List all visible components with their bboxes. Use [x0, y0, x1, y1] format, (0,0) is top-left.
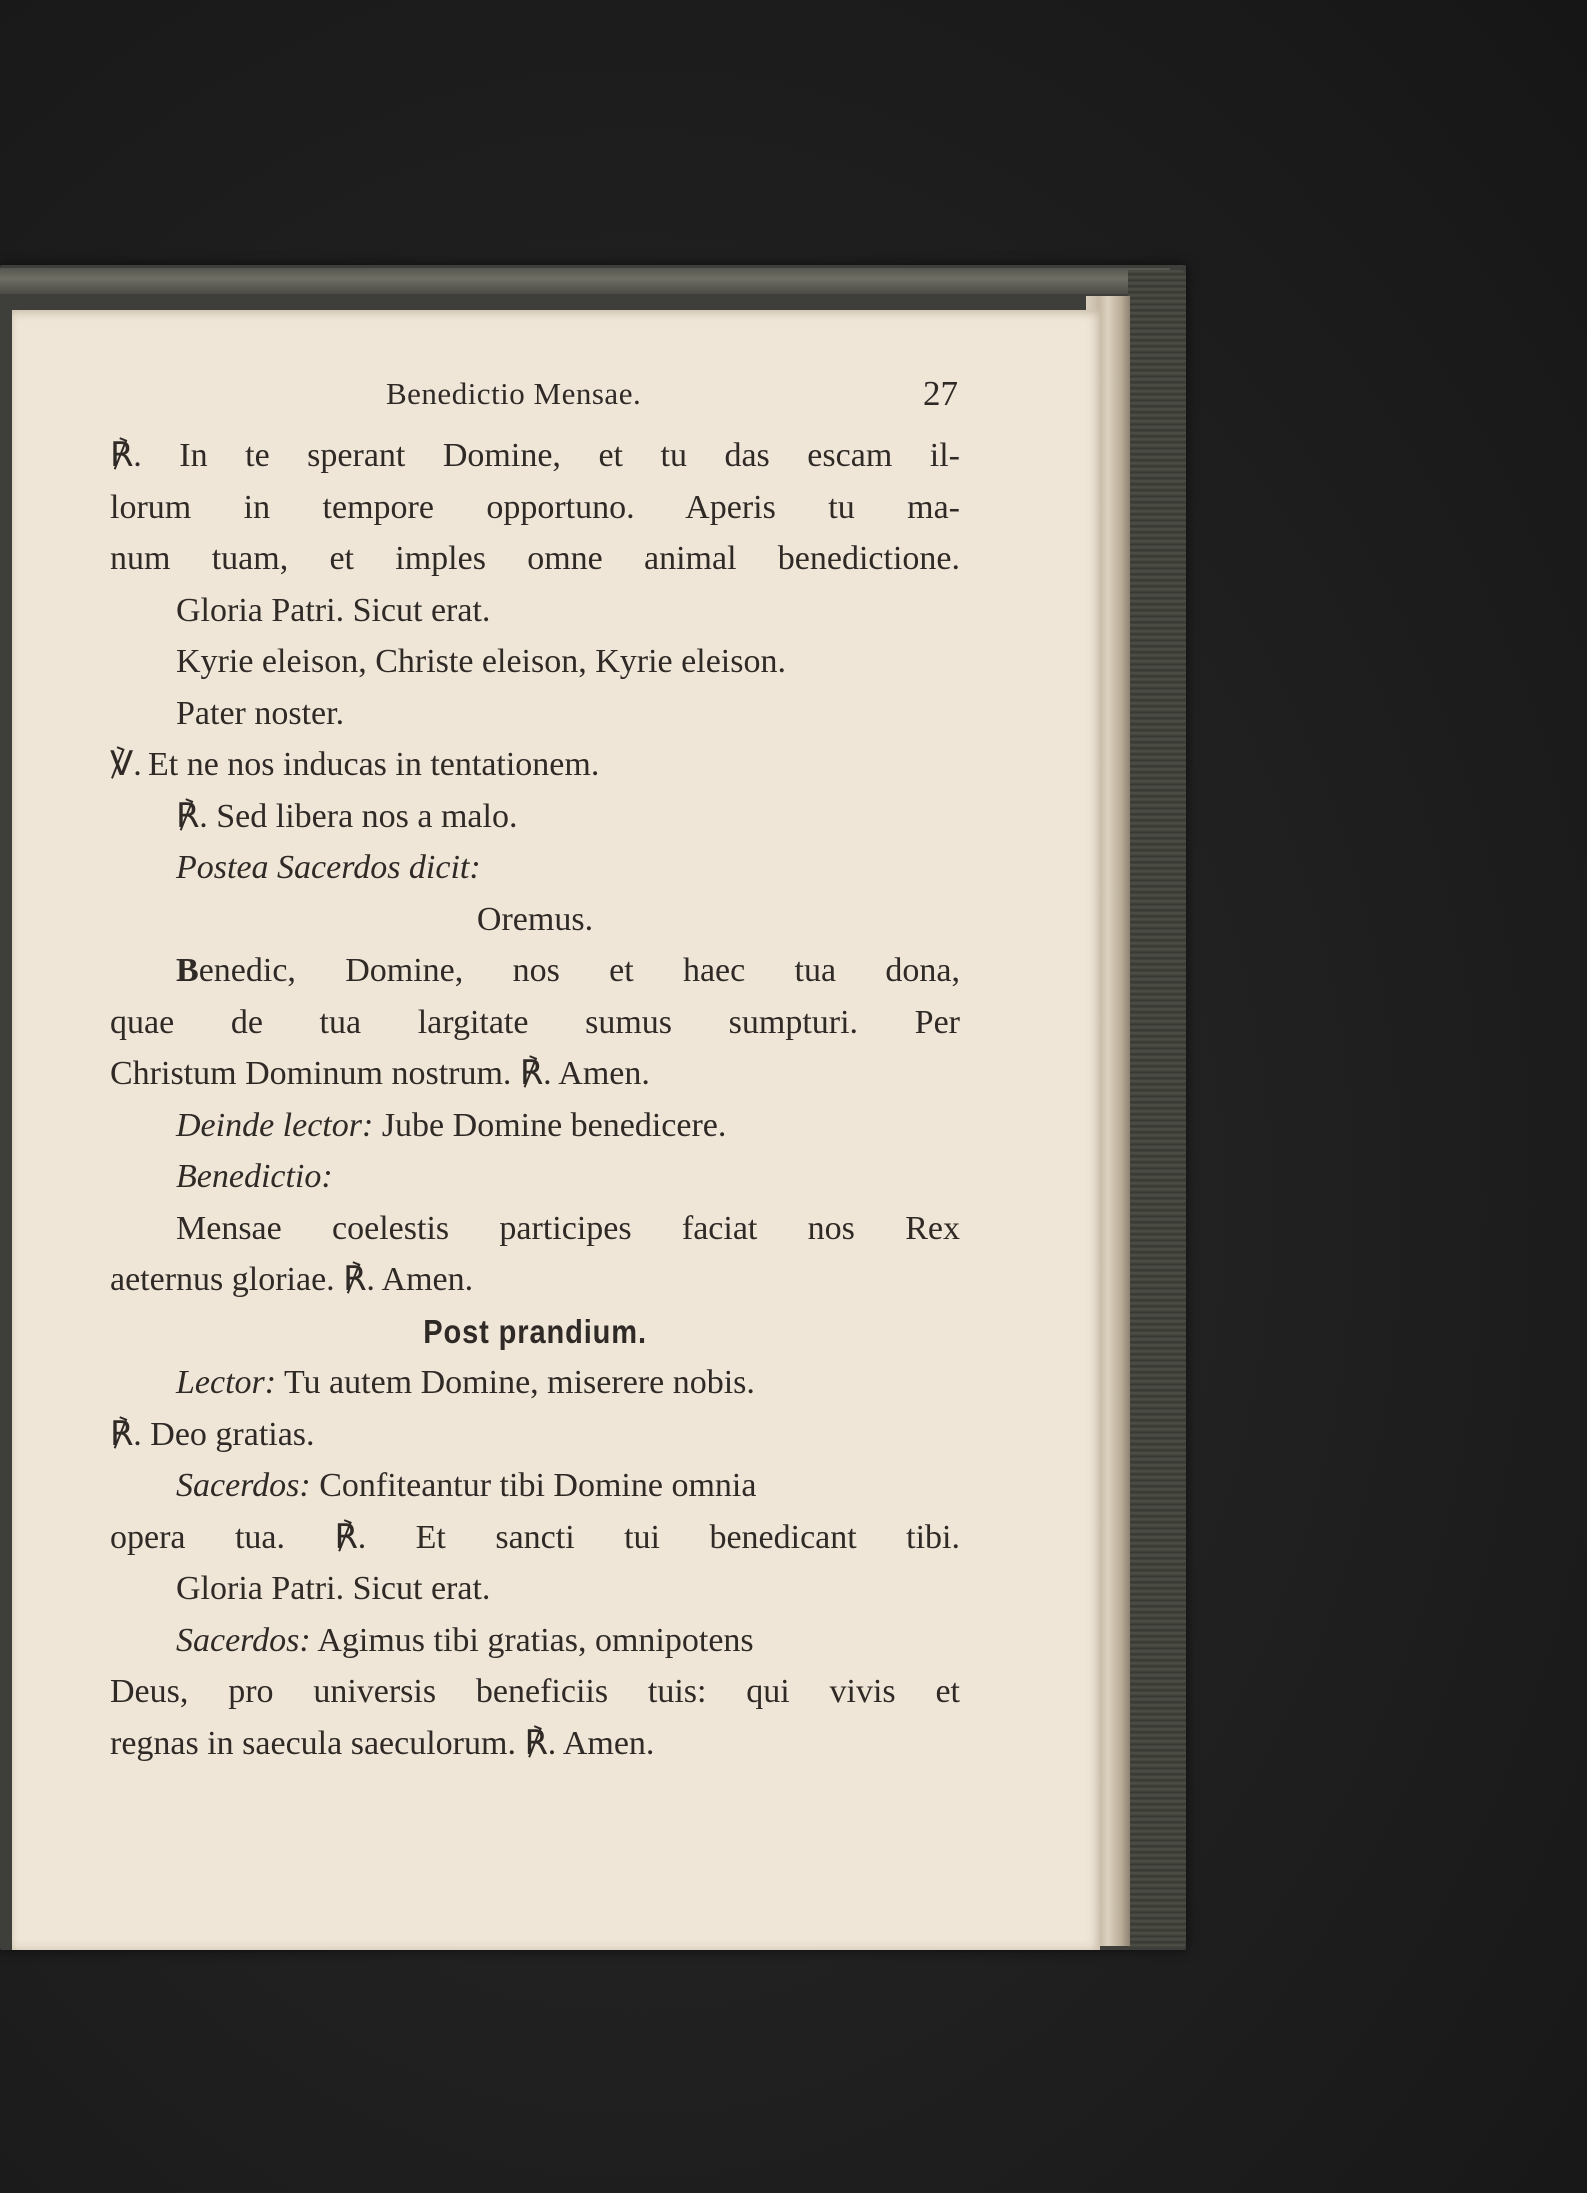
text-span: Confiteantur tibi Domine omnia [319, 1467, 757, 1504]
initial-letter: B [176, 952, 199, 989]
text-line: Gloria Patri. Sicut erat. [176, 1570, 491, 1607]
text-line: ℟. In te sperant Domine, et tu das escam il- [110, 437, 960, 474]
text-line: aeternus gloriae. ℟. Amen. [110, 1261, 474, 1298]
page-header [110, 374, 960, 430]
book-cover-top-edge [0, 268, 1170, 294]
book-page [12, 310, 1100, 1950]
text-line: Kyrie eleison, Christe eleison, Kyrie eleison. [176, 643, 786, 680]
rubric-span: Lector: [176, 1364, 277, 1401]
text-line: Deus, pro universis beneficiis tuis: qui vivis et [110, 1673, 960, 1710]
page-number: 27 [923, 374, 958, 413]
text-line: regnas in saecula saeculorum. ℟. Amen. [110, 1724, 655, 1762]
text-line: Oremus. [476, 900, 594, 938]
text-line: Christum Dominum nostrum. ℟. Amen. [110, 1055, 650, 1092]
text-span: Jube Domine benedicere. [381, 1106, 727, 1144]
text-line [110, 945, 960, 997]
page-text [110, 374, 960, 1769]
text-line: ℟. Deo gratias. [110, 1415, 315, 1453]
rubric-line: Benedictio: [176, 1158, 333, 1195]
text-line: Gloria Patri. Sicut erat. [176, 591, 491, 629]
versicle-mark: ℣. [110, 746, 142, 783]
text-line [110, 1460, 960, 1512]
text-span: Et ne nos inducas in tentationem. [148, 746, 600, 783]
text-line: quae de tua largitate sumus sumpturi. Per [110, 1003, 960, 1041]
text-line: num tuam, et imples omne animal benedictione. [110, 540, 960, 577]
text-span: Tu autem Domine, miserere nobis. [283, 1364, 755, 1401]
running-head: Benedictio Mensae. [386, 376, 642, 411]
text-line [110, 739, 960, 791]
rubric-span: Deinde lector: [176, 1106, 374, 1144]
text-line [110, 1100, 960, 1152]
rubric-span: Sacerdos: [176, 1621, 311, 1659]
text-line: Mensae coelestis participes faciat nos Rex [176, 1209, 960, 1247]
rubric-span: Sacerdos: [176, 1467, 311, 1504]
text-line [110, 1615, 960, 1667]
section-heading-line [110, 1306, 960, 1358]
book-spine [1128, 270, 1186, 1948]
text-line: Pater noster. [176, 694, 345, 732]
text-line: lorum in tempore opportuno. Aperis tu ma- [110, 488, 960, 526]
text-span: Agimus tibi gratias, omnipotens [317, 1621, 754, 1659]
text-line: ℟. Sed libera nos a malo. [176, 797, 518, 835]
rubric-line: Postea Sacerdos dicit: [176, 849, 481, 886]
text-span: enedic, Domine, nos et haec tua dona, [198, 952, 960, 989]
text-line [110, 1357, 960, 1409]
text-line: opera tua. ℟. Et sancti tui benedicant tibi. [110, 1518, 960, 1556]
section-heading: Post prandium. [423, 1312, 647, 1350]
